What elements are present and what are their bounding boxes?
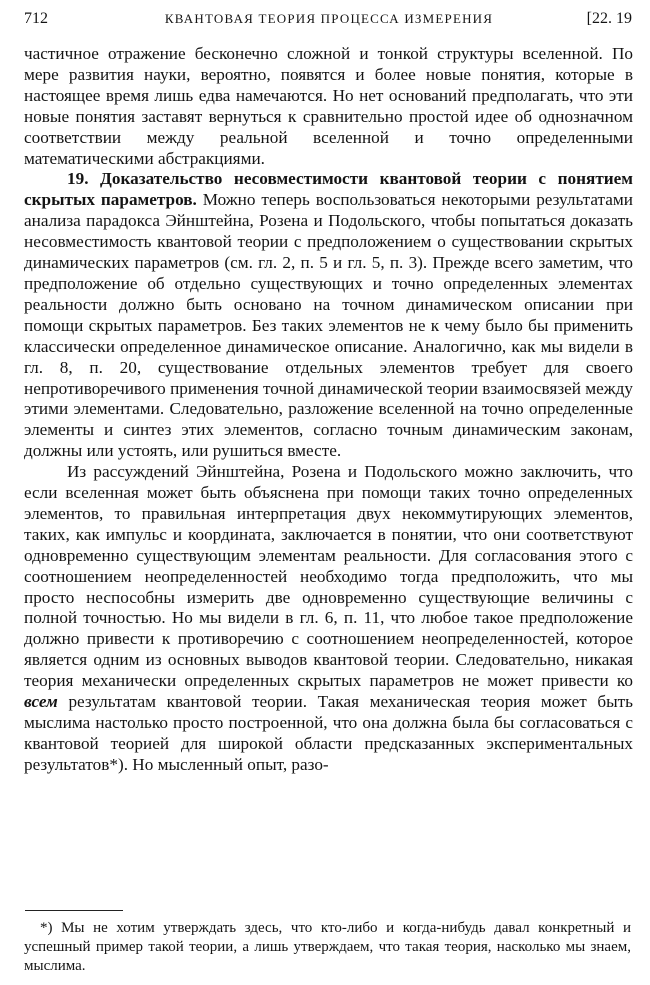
- footnote-marker: *): [40, 920, 53, 936]
- paragraph-continued: частичное отражение бесконечно сложной и тонкой структуры вселенной. По мере развития науки, вероятно, появятся и более новые понятия, которые в настоящее время лишь едва намечаются. Но нет оснований предполагать, что эти новые понятия заставят вернуться к сравнительно простой идее об однозначном соответствии между реальной вселенной и точно определенными математическими абстракциями.: [24, 44, 633, 168]
- running-header: [24, 10, 634, 32]
- footnote: [24, 919, 631, 976]
- page-number: 712: [24, 10, 48, 27]
- section-reference: [22. 19: [586, 10, 632, 27]
- emphasized-word: всем: [24, 692, 58, 712]
- section-19-text: Можно теперь воспользоваться некоторыми результатами анализа парадокса Эйнштейна, Розена и Подольского, чтобы попытаться доказать несовместимость квантовой теории с предположением о существовании скрытых динамических параметров (см. гл. 2, п. 5 и гл. 5, п. 3). Прежде всего заметим, что предположение об отдельно существующих и точно определенных элементах реальности должно быть основано на точном динамическом описании при помощи скрытых параметров. Без таких элементов не к чему было бы применить классически определенное динамическое описание. Аналогично, как мы видели в гл. 8, п. 20, существование отдельных элементов требует для своего непротиворечивого применения точной динамической теории взаимосвязей между этими элементами. Следовательно, разложение вселенной на точно определенные элементы и синтез этих элементов, согласно точным динамическим законам, должны или устоять, или рушиться вместе.: [24, 190, 633, 461]
- paragraph-einstein: [24, 462, 633, 776]
- running-title: КВАНТОВАЯ ТЕОРИЯ ПРОЦЕССА ИЗМЕРЕНИЯ: [164, 11, 494, 26]
- footnote-text: Мы не хотим утверждать здесь, что кто-либо и когда-нибудь давал конкретный и успешный пример такой теории, а лишь утверждаем, что такая теория, насколько мы знаем, мыслима.: [24, 920, 631, 974]
- paragraph-text-part-2: результатам квантовой теории. Такая механическая теория может быть мыслима настолько просто построенной, что она должна была бы согласоваться с квантовой теорией для широкой области предсказанных экспериментальных результатов: [24, 692, 633, 774]
- paragraph-text-part-3: . Но мысленный опыт, разо-: [123, 754, 329, 774]
- footnote-reference[interactable]: *): [109, 754, 124, 774]
- section-heading: 19. Доказательство несовместимости квантовой теории с понятием скрытых параметров.: [24, 169, 633, 210]
- paragraph-text-part-1: Из рассуждений Эйнштейна, Розена и Подольского можно заключить, что если вселенная может быть объяснена при помощи таких точно определенных элементов, то правильная интерпретация двух некоммутирующих элементов, таких, как импульс и координата, заключается в понятии, что они соответствуют одновременно существующим элементам реальности. Для согласования этого с соотношением неопределенностей необходимо тогда предположить, что мы просто неспособны измерить две одновременно существующие величины с полной точностью. Но мы видели в гл. 6, п. 11, что любое такое предположение должно привести к противоречию с соотношением неопределенностей, которое является одним из основных выводов квантовой теории. Следовательно, никакая теория механически определенных скрытых параметров не может привести ко: [24, 462, 633, 691]
- main-text: [24, 44, 633, 776]
- footnote-rule: [25, 910, 123, 911]
- section-19-paragraph: [24, 169, 633, 462]
